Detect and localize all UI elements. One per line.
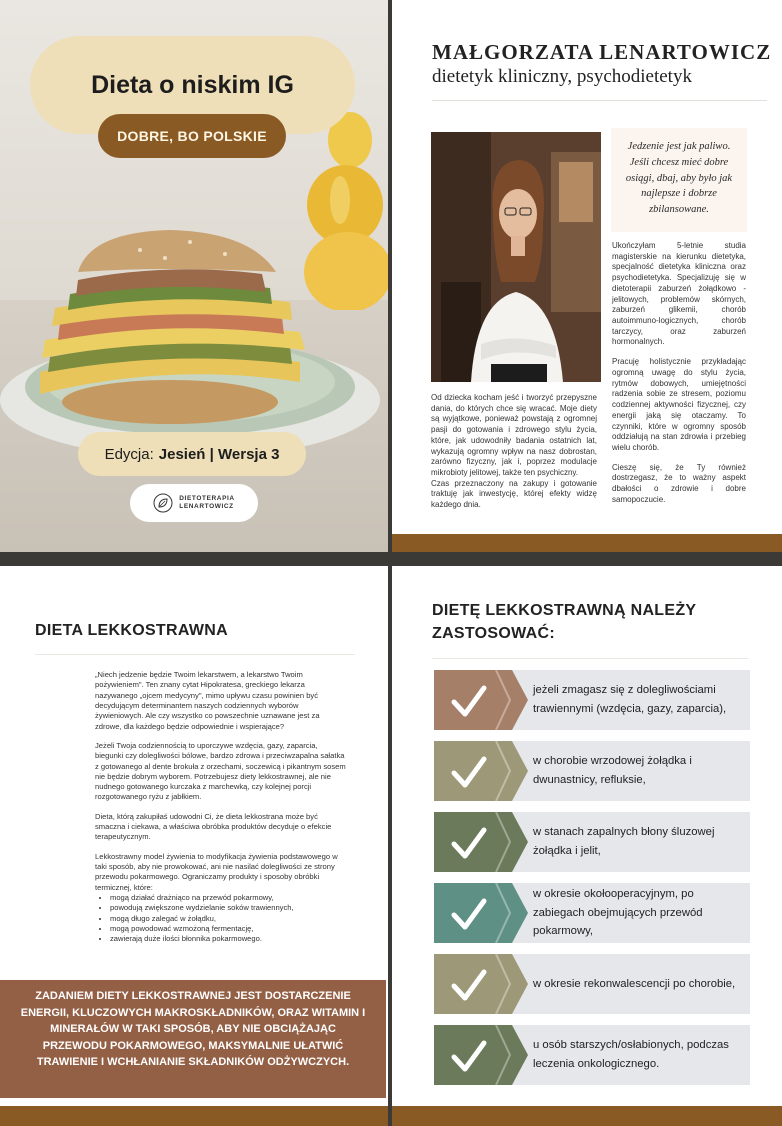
diet-body — [95, 670, 347, 945]
footer-bar — [392, 1106, 782, 1126]
checkmark-icon — [434, 1025, 528, 1085]
divider — [432, 100, 767, 101]
bullet-item: • mogą długo zalegać w żołądku, — [110, 914, 347, 924]
bio-paragraph: Czas przeznaczony na zakupy i gotowanie traktuję jak inwestycję, której efekty widzę każdego dnia. — [431, 478, 597, 510]
bio-paragraph: Cieszę się, że Ty również dostrzegasz, że to ważny aspekt dbałości o zdrowie i dobre samopoczucie. — [612, 462, 746, 504]
bio-paragraph: Ukończyłam 5-letnie studia magisterskie na kierunku dietetyka, specjalność dietetyka kliniczna oraz psychodietetyka. Specjalizuję się w dietoterapii zaburzeń żołądkowo - jelitowych, problemów skórnych, zaburzeń glikemii, chorób autoimmuno-logicznych, chorób tarczycy, oraz zaburzeń hormonalnych. — [612, 241, 746, 347]
apply-item-text: w okresie rekonwalescencji po chorobie, — [533, 977, 736, 990]
apply-title — [432, 599, 696, 645]
edition-badge — [78, 432, 306, 476]
cover-page — [0, 0, 388, 552]
bio-paragraph: Pracuję holistycznie przykładając ogromną uwagę do stylu życia, rytmów dobowych, umiejętności radzenia sobie ze stresem, poziomu codziennej aktywności fizycznej, czy energii jaką się otaczamy. To czynniki, które w ogromny sposób oddziałują na stan zdrowia i przebieg wielu chorób. — [612, 357, 746, 452]
apply-title-line2: ZASTOSOWAĆ: — [432, 625, 556, 643]
divider — [35, 654, 355, 655]
apply-item-text: w chorobie wrzodowej żołądka i dwunastnicy, refluksie, — [533, 755, 692, 786]
checkmark-icon — [434, 883, 528, 943]
apply-item-text: u osób starszych/osłabionych, podczas leczenia onkologicznego. — [533, 1039, 729, 1070]
apply-item — [434, 954, 750, 1014]
logo-line2: LENARTOWICZ — [179, 503, 234, 510]
apply-item-text: jeżeli zmagasz się z dolegliwościami trawiennymi (wzdęcia, gazy, zaparcia), — [533, 684, 727, 715]
brand-logo — [130, 484, 258, 522]
apply-item-text: w okresie okołooperacyjnym, po zabiegach obejmujących przewód pokarmowy, — [533, 888, 703, 938]
bullet-item: • mogą działać drażniąco na przewód pokarmowy, — [110, 893, 347, 903]
footer-bar — [0, 1106, 388, 1126]
diet-title: DIETA LEKKOSTRAWNA — [35, 622, 228, 639]
author-page — [392, 0, 782, 552]
apply-item — [434, 741, 750, 801]
cover-subtitle: DOBRE, BO POLSKIE — [98, 114, 286, 158]
logo-line1: DIETOTERAPIA — [179, 494, 235, 502]
edition-value: Jesień | Wersja 3 — [158, 445, 280, 463]
diet-paragraph: Lekkostrawny model żywienia to modyfikacja żywienia podstawowego w taki sposób, aby nie prowokować, ani nie nasilać dolegliwości ze strony przewodu pokarmowego. Ograniczamy produkty i sposoby obróbki termicznej, które: — [95, 851, 338, 892]
diet-paragraph: Jeżeli Twoja codziennością to uporczywe wzdęcia, gazy, zaparcia, biegunki czy dolegliwości bólowe, bardzo zdrowa i przeciwzapalna sałatka z gotowanego al dente brokuła z orzechami, soczewicą i pikantnym sosem nie będzie dobrym wyborem. Potrzebujesz diety lekkostrawnej, ale nie nudnego gotowanego kurczaka z marchewką, czy kolejnej porcji rozgotowanego ryżu z jabłkiem. — [95, 740, 346, 802]
checkmark-icon — [434, 954, 528, 1014]
bio-left-column — [431, 393, 597, 511]
apply-item-text: w stanach zapalnych błony śluzowej żołądka i jelit, — [533, 826, 715, 857]
sandwich-photo — [0, 222, 388, 462]
diet-paragraph: Dieta, którą zakupiłaś udowodni Ci, że dieta lekkostrana może być smaczna i ciekawa, a właściwa obróbka produktów decyduje o efekcie terapeutycznym. — [95, 811, 332, 842]
edition-label: Edycja: — [104, 445, 154, 463]
divider — [432, 658, 748, 659]
diet-page — [0, 566, 388, 1126]
apply-item — [434, 883, 750, 943]
cover-title: Dieta o niskim IG — [30, 36, 355, 134]
author-role: dietetyk kliniczny, psychodietetyk — [432, 66, 692, 87]
checkmark-icon — [434, 812, 528, 872]
apply-page — [392, 566, 782, 1126]
author-photo — [431, 132, 601, 382]
author-name: MAŁGORZATA LENARTOWICZ — [432, 40, 772, 64]
bullet-item: • zawierają duże ilości błonnika pokarmowego. — [110, 934, 347, 944]
bio-right-column — [612, 241, 746, 506]
diet-paragraph: „Niech jedzenie będzie Twoim lekarstwem, a lekarstwo Twoim pożywieniem". Ten znany cytat Hipokratesa, greckiego lekarza nazywanego „ojcem medycyny", mimo upływu czasu powinien być decydującym determinantem naszych codziennych wyborów żywieniowych. Ale czy wszystko co powszechnie uznawane jest za zdrowe, dla każdego będzie odpowiednie i wspierające? — [95, 670, 320, 731]
diet-bullet-list — [110, 893, 347, 945]
bio-paragraph: Od dziecka kocham jeść i tworzyć przepyszne dania, do których chce się wracać. Moje diety są wyjątkowe, ponieważ powstają z ogromnej pasji do gotowania i zdrowego stylu życia, które, jak udowodniły badania ostatnich lat, wykazują ogromny wpływ na nasz dobrostan, zarówno fizyczny, jak i, poprzez modulacje mikrobioty jelitowej, także ten psychiczny. — [431, 393, 597, 478]
apply-item — [434, 812, 750, 872]
apply-title-line1: DIETĘ LEKKOSTRAWNĄ NALEŻY — [432, 602, 697, 619]
footer-bar — [392, 534, 782, 552]
diet-callout: ZADANIEM DIETY LEKKOSTRAWNEJ JEST DOSTARCZENIE ENERGII, KLUCZOWYCH MAKROSKŁADNIKÓW, ORAZ WITAMIN I MINERAŁÓW W TAKI SPOSÓB, ABY NIE OBCIĄŻAJĄC PRZEWODU POKARMOWEGO, MAKSYMALNIE UŁATWIĆ TRAWIENIE I WCHŁANIANIE SKŁADNIKÓW ODŻYWCZYCH. — [0, 980, 386, 1098]
leaf-logo-icon — [153, 493, 173, 513]
author-quote: Jedzenie jest jak paliwo. Jeśli chcesz mieć dobre osiągi, dbaj, aby było jak najlepsze i dobrze zbilansowane. — [611, 128, 747, 232]
apply-list — [434, 670, 750, 1096]
apply-item — [434, 670, 750, 730]
bullet-item: • mogą powodować wzmożoną fermentację, — [110, 924, 347, 934]
apply-item — [434, 1025, 750, 1085]
checkmark-icon — [434, 670, 528, 730]
checkmark-icon — [434, 741, 528, 801]
bullet-item: • powodują zwiększone wydzielanie soków trawiennych, — [110, 903, 347, 913]
